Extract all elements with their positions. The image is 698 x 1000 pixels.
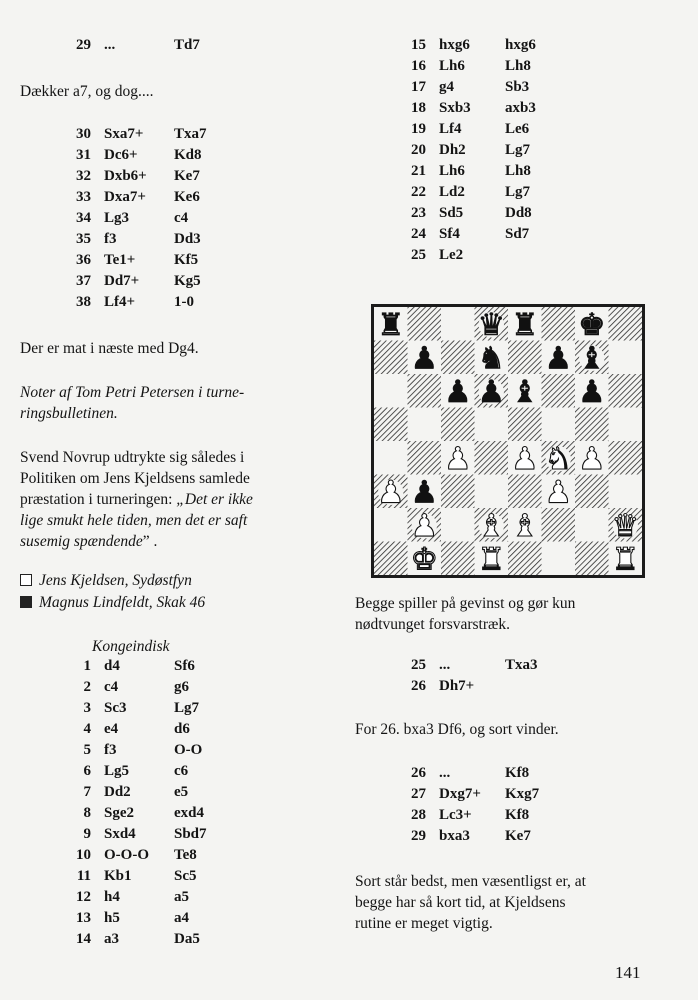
black-move xyxy=(505,245,575,266)
black-move: Td7 xyxy=(174,37,200,53)
white-player-name: Jens Kjeldsen, Sydøstfyn xyxy=(39,572,192,589)
white-move: ... xyxy=(439,765,451,781)
black-move: Kf5 xyxy=(174,252,199,268)
white-move: h5 xyxy=(104,910,120,926)
move-row xyxy=(76,145,244,166)
white-move: Lg3 xyxy=(104,210,130,226)
move-number: 11 xyxy=(76,868,91,884)
white-pawn-icon: ♟ xyxy=(577,440,606,477)
white-pawn-icon: ♟ xyxy=(443,440,472,477)
move-row xyxy=(411,784,575,805)
board-square xyxy=(508,475,542,509)
black-pawn-icon: ♟ xyxy=(477,373,506,410)
move-number: 29 xyxy=(76,37,91,53)
move-number: 15 xyxy=(411,37,426,53)
white-bishop-icon: ♝ xyxy=(510,507,539,544)
move-number: 36 xyxy=(76,252,91,268)
move-number: 27 xyxy=(411,786,426,802)
white-knight-icon: ♞ xyxy=(544,440,573,477)
board-square xyxy=(575,475,609,509)
black-move: Sd7 xyxy=(505,226,530,242)
move-row xyxy=(76,229,244,250)
move-row xyxy=(76,271,244,292)
move-number: 21 xyxy=(411,163,426,179)
black-move: O-O xyxy=(174,742,203,758)
black-move: Lg7 xyxy=(505,184,531,200)
board-square xyxy=(408,374,442,408)
move-number: 30 xyxy=(76,126,91,142)
para-line-2: Politiken om Jens Kjeldsens samlede xyxy=(20,470,250,487)
black-move: Kd8 xyxy=(174,147,202,163)
white-move: f3 xyxy=(104,742,117,758)
board-square xyxy=(441,508,475,542)
move-row xyxy=(76,908,244,929)
black-move: exd4 xyxy=(174,805,204,821)
white-move: Lf4+ xyxy=(104,294,136,310)
black-move: Ke7 xyxy=(174,168,200,184)
black-move: Kg5 xyxy=(174,273,201,289)
board-square xyxy=(609,441,643,475)
opening-name: Kongeindisk xyxy=(92,638,170,655)
black-rook-icon: ♜ xyxy=(376,307,405,343)
move-row xyxy=(411,224,575,245)
board-square xyxy=(441,307,475,341)
move-number: 26 xyxy=(411,765,426,781)
board-square xyxy=(374,542,408,576)
board-square xyxy=(508,408,542,442)
move-number: 17 xyxy=(411,79,426,95)
move-row xyxy=(76,250,244,271)
board-square xyxy=(441,408,475,442)
black-player-name: Magnus Lindfeldt, Skak 46 xyxy=(39,594,206,611)
move-row xyxy=(411,203,575,224)
para-line-1: Svend Novrup udtrykte sig således i xyxy=(20,449,245,466)
black-move: g6 xyxy=(174,679,189,695)
white-move: Lc3+ xyxy=(439,807,472,823)
black-move: a4 xyxy=(174,910,189,926)
black-move xyxy=(505,676,575,697)
board-square xyxy=(575,508,609,542)
move-row xyxy=(76,719,244,740)
move-number: 2 xyxy=(83,679,91,695)
annotator-line-1: Noter af Tom Petri Petersen i turne- xyxy=(20,384,245,401)
board-square xyxy=(441,542,475,576)
move-number: 12 xyxy=(76,889,91,905)
moves-table-26-29 xyxy=(411,763,575,847)
move-number: 14 xyxy=(76,931,91,947)
move-row xyxy=(411,161,575,182)
white-queen-icon: ♛ xyxy=(611,507,640,544)
black-move: Ke6 xyxy=(174,189,200,205)
black-pawn-icon: ♟ xyxy=(410,340,439,377)
board-square xyxy=(408,441,442,475)
board-square xyxy=(475,408,509,442)
black-move: Kf8 xyxy=(505,765,530,781)
note-mate-next: Der er mat i næste med Dg4. xyxy=(20,340,199,357)
chess-board-svg xyxy=(374,307,642,575)
move-number: 7 xyxy=(83,784,91,800)
move-row xyxy=(411,35,575,56)
move-row xyxy=(411,245,575,266)
move-number: 37 xyxy=(76,273,91,289)
move-number: 1 xyxy=(83,658,91,674)
move-number: 35 xyxy=(76,231,91,247)
white-pawn-icon: ♟ xyxy=(410,507,439,544)
para-line-3b: „Det er ikke xyxy=(176,491,253,508)
move-row xyxy=(411,763,575,784)
move-number: 13 xyxy=(76,910,91,926)
board-square xyxy=(374,341,408,375)
board-square xyxy=(475,441,509,475)
moves-table-25-26 xyxy=(411,655,575,697)
board-square xyxy=(542,508,576,542)
black-move: Lg7 xyxy=(505,142,531,158)
white-move: Dd2 xyxy=(104,784,131,800)
move-number: 20 xyxy=(411,142,426,158)
move-number: 28 xyxy=(411,807,426,823)
black-move: a5 xyxy=(174,889,189,905)
comment-bxa3: For 26. bxa3 Df6, og sort vinder. xyxy=(355,721,559,738)
para-line-5a: susemig spændende xyxy=(20,533,143,550)
white-move: O-O-O xyxy=(104,847,149,863)
comment1-line-1: Begge spiller på gevinst og gør kun xyxy=(355,595,576,612)
white-move: c4 xyxy=(104,679,119,695)
board-square xyxy=(609,374,643,408)
white-move: Dxb6+ xyxy=(104,168,147,184)
move-number: 22 xyxy=(411,184,426,200)
comment3-line-3: rutine er meget vigtig. xyxy=(355,915,493,932)
move-row xyxy=(411,676,575,697)
move-number: 6 xyxy=(83,763,91,779)
move-row xyxy=(76,782,244,803)
move-row xyxy=(411,140,575,161)
white-king-icon: ♚ xyxy=(410,541,439,575)
comment3-line-2: begge har så kort tid, at Kjeldsens xyxy=(355,894,566,911)
white-move: Ld2 xyxy=(439,184,465,200)
board-square xyxy=(508,542,542,576)
white-rook-icon: ♜ xyxy=(611,541,640,575)
white-move: Sxa7+ xyxy=(104,126,144,142)
board-square xyxy=(374,374,408,408)
white-move: Dc6+ xyxy=(104,147,138,163)
black-move: Dd3 xyxy=(174,231,201,247)
comment-black-best xyxy=(355,871,685,934)
white-move: Dh7+ xyxy=(439,678,475,694)
black-move: hxg6 xyxy=(505,37,536,53)
move-row xyxy=(76,677,244,698)
white-move: g4 xyxy=(439,79,454,95)
black-move: e5 xyxy=(174,784,189,800)
board-square xyxy=(609,408,643,442)
black-move: 1-0 xyxy=(174,294,194,310)
move-number: 18 xyxy=(411,100,426,116)
white-move: ... xyxy=(104,37,116,53)
black-move: Kxg7 xyxy=(505,786,540,802)
para-line-5b: ” . xyxy=(142,533,158,550)
white-move: d4 xyxy=(104,658,120,674)
move-row xyxy=(76,761,244,782)
white-pawn-icon: ♟ xyxy=(376,474,405,511)
black-pawn-icon: ♟ xyxy=(577,373,606,410)
move-number: 9 xyxy=(83,826,91,842)
move-number: 25 xyxy=(411,247,426,263)
move-number: 25 xyxy=(411,657,426,673)
board-square xyxy=(542,542,576,576)
white-move: Lf4 xyxy=(439,121,462,137)
moves-table-1-14 xyxy=(76,656,244,950)
white-move: Sc3 xyxy=(104,700,127,716)
black-player xyxy=(20,593,205,613)
page-number: 141 xyxy=(615,963,641,982)
move-row xyxy=(76,887,244,908)
move-row xyxy=(76,35,244,56)
move-row xyxy=(411,182,575,203)
board-square xyxy=(542,307,576,341)
black-move: c4 xyxy=(174,210,189,226)
black-move: Da5 xyxy=(174,931,200,947)
white-move: Sge2 xyxy=(104,805,134,821)
move-number: 29 xyxy=(411,828,426,844)
white-move: hxg6 xyxy=(439,37,470,53)
move-row xyxy=(76,698,244,719)
board-square xyxy=(441,475,475,509)
chess-diagram xyxy=(371,304,645,578)
annotator-credit xyxy=(20,382,340,424)
move-row xyxy=(76,656,244,677)
moves-table-15-25 xyxy=(411,35,575,266)
black-move: c6 xyxy=(174,763,189,779)
board-square xyxy=(374,408,408,442)
move-row xyxy=(76,124,244,145)
white-move: a3 xyxy=(104,931,119,947)
move-row xyxy=(411,56,575,77)
white-move: Lh6 xyxy=(439,58,465,74)
move-number: 32 xyxy=(76,168,91,184)
white-pawn-icon: ♟ xyxy=(510,440,539,477)
note-covers-a7: Dækker a7, og dog.... xyxy=(20,83,154,100)
para-line-4: lige smukt hele tiden, men det er saft xyxy=(20,512,248,529)
move-row xyxy=(76,845,244,866)
white-move: Sxd4 xyxy=(104,826,136,842)
move-number: 16 xyxy=(411,58,426,74)
white-move: h4 xyxy=(104,889,120,905)
black-move: d6 xyxy=(174,721,190,737)
black-bishop-icon: ♝ xyxy=(510,373,539,410)
white-bishop-icon: ♝ xyxy=(477,507,506,544)
white-rook-icon: ♜ xyxy=(477,541,506,575)
white-player xyxy=(20,571,192,591)
white-move: Sxb3 xyxy=(439,100,471,116)
move-row xyxy=(76,866,244,887)
novrup-paragraph xyxy=(20,447,342,552)
black-square-icon xyxy=(20,596,32,608)
black-knight-icon: ♞ xyxy=(477,340,506,377)
move-row xyxy=(411,119,575,140)
move-number: 5 xyxy=(83,742,91,758)
move-row xyxy=(76,824,244,845)
white-pawn-icon: ♟ xyxy=(544,474,573,511)
board-square xyxy=(542,408,576,442)
white-square-icon xyxy=(20,574,32,586)
move-number: 31 xyxy=(76,147,91,163)
white-move: Kb1 xyxy=(104,868,132,884)
move-number: 19 xyxy=(411,121,426,137)
white-move: bxa3 xyxy=(439,828,470,844)
board-square xyxy=(542,374,576,408)
black-rook-icon: ♜ xyxy=(510,307,539,343)
move-row xyxy=(411,655,575,676)
board-square xyxy=(475,475,509,509)
move-row xyxy=(76,187,244,208)
move-row xyxy=(76,803,244,824)
white-move: Lg5 xyxy=(104,763,130,779)
black-queen-icon: ♛ xyxy=(477,307,506,343)
black-move: Sbd7 xyxy=(174,826,207,842)
move-row xyxy=(76,740,244,761)
black-move: Lh8 xyxy=(505,58,531,74)
board-square xyxy=(408,307,442,341)
black-move: Txa7 xyxy=(174,126,207,142)
move-number: 10 xyxy=(76,847,91,863)
move-number: 24 xyxy=(411,226,426,242)
black-move: Ke7 xyxy=(505,828,531,844)
board-square xyxy=(575,408,609,442)
black-move: Sb3 xyxy=(505,79,530,95)
move-row xyxy=(76,929,244,950)
white-move: Te1+ xyxy=(104,252,136,268)
comment-both-play-to-win xyxy=(355,593,685,635)
para-line-3a: præstation i turneringen: xyxy=(20,491,177,508)
white-move: Sd5 xyxy=(439,205,464,221)
move-row xyxy=(76,166,244,187)
black-move: Lh8 xyxy=(505,163,531,179)
board-square xyxy=(408,408,442,442)
black-bishop-icon: ♝ xyxy=(577,340,606,377)
move-row xyxy=(411,826,575,847)
white-move: f3 xyxy=(104,231,117,247)
move-number: 23 xyxy=(411,205,426,221)
board-square xyxy=(508,341,542,375)
move-number: 3 xyxy=(83,700,91,716)
move-row xyxy=(411,98,575,119)
move-row xyxy=(411,77,575,98)
board-square xyxy=(609,307,643,341)
board-square xyxy=(575,542,609,576)
black-move: Dd8 xyxy=(505,205,532,221)
white-move: Dd7+ xyxy=(104,273,140,289)
black-move: Sc5 xyxy=(174,868,197,884)
move-number: 4 xyxy=(83,721,91,737)
move-number: 33 xyxy=(76,189,91,205)
move-number: 38 xyxy=(76,294,91,310)
black-pawn-icon: ♟ xyxy=(443,373,472,410)
move-number: 8 xyxy=(83,805,91,821)
white-move: Lh6 xyxy=(439,163,465,179)
black-move: Kf8 xyxy=(505,807,530,823)
comment3-line-1: Sort står bedst, men væsentligst er, at xyxy=(355,873,586,890)
black-pawn-icon: ♟ xyxy=(544,340,573,377)
move-row xyxy=(411,805,575,826)
white-move: Dxg7+ xyxy=(439,786,481,802)
board-square xyxy=(609,475,643,509)
black-move: Te8 xyxy=(174,847,197,863)
white-move: ... xyxy=(439,657,451,673)
board-square xyxy=(609,341,643,375)
black-move: Sf6 xyxy=(174,658,195,674)
annotator-line-2: ringsbulletinen. xyxy=(20,405,118,422)
white-move: e4 xyxy=(104,721,119,737)
moves-table-29 xyxy=(76,35,244,56)
black-pawn-icon: ♟ xyxy=(410,474,439,511)
board-square xyxy=(441,341,475,375)
board-square xyxy=(374,508,408,542)
black-king-icon: ♚ xyxy=(577,307,606,343)
moves-table-30-38 xyxy=(76,124,244,313)
move-number: 26 xyxy=(411,678,426,694)
move-row xyxy=(76,292,244,313)
black-move: Txa3 xyxy=(505,657,538,673)
move-number: 34 xyxy=(76,210,91,226)
white-move: Dxa7+ xyxy=(104,189,146,205)
board-square xyxy=(374,441,408,475)
white-move: Le2 xyxy=(439,247,464,263)
comment1-line-2: nødtvunget forsvarstræk. xyxy=(355,616,510,633)
black-move: Lg7 xyxy=(174,700,200,716)
white-move: Sf4 xyxy=(439,226,460,242)
black-move: axb3 xyxy=(505,100,536,116)
white-move: Dh2 xyxy=(439,142,466,158)
black-move: Le6 xyxy=(505,121,530,137)
move-row xyxy=(76,208,244,229)
